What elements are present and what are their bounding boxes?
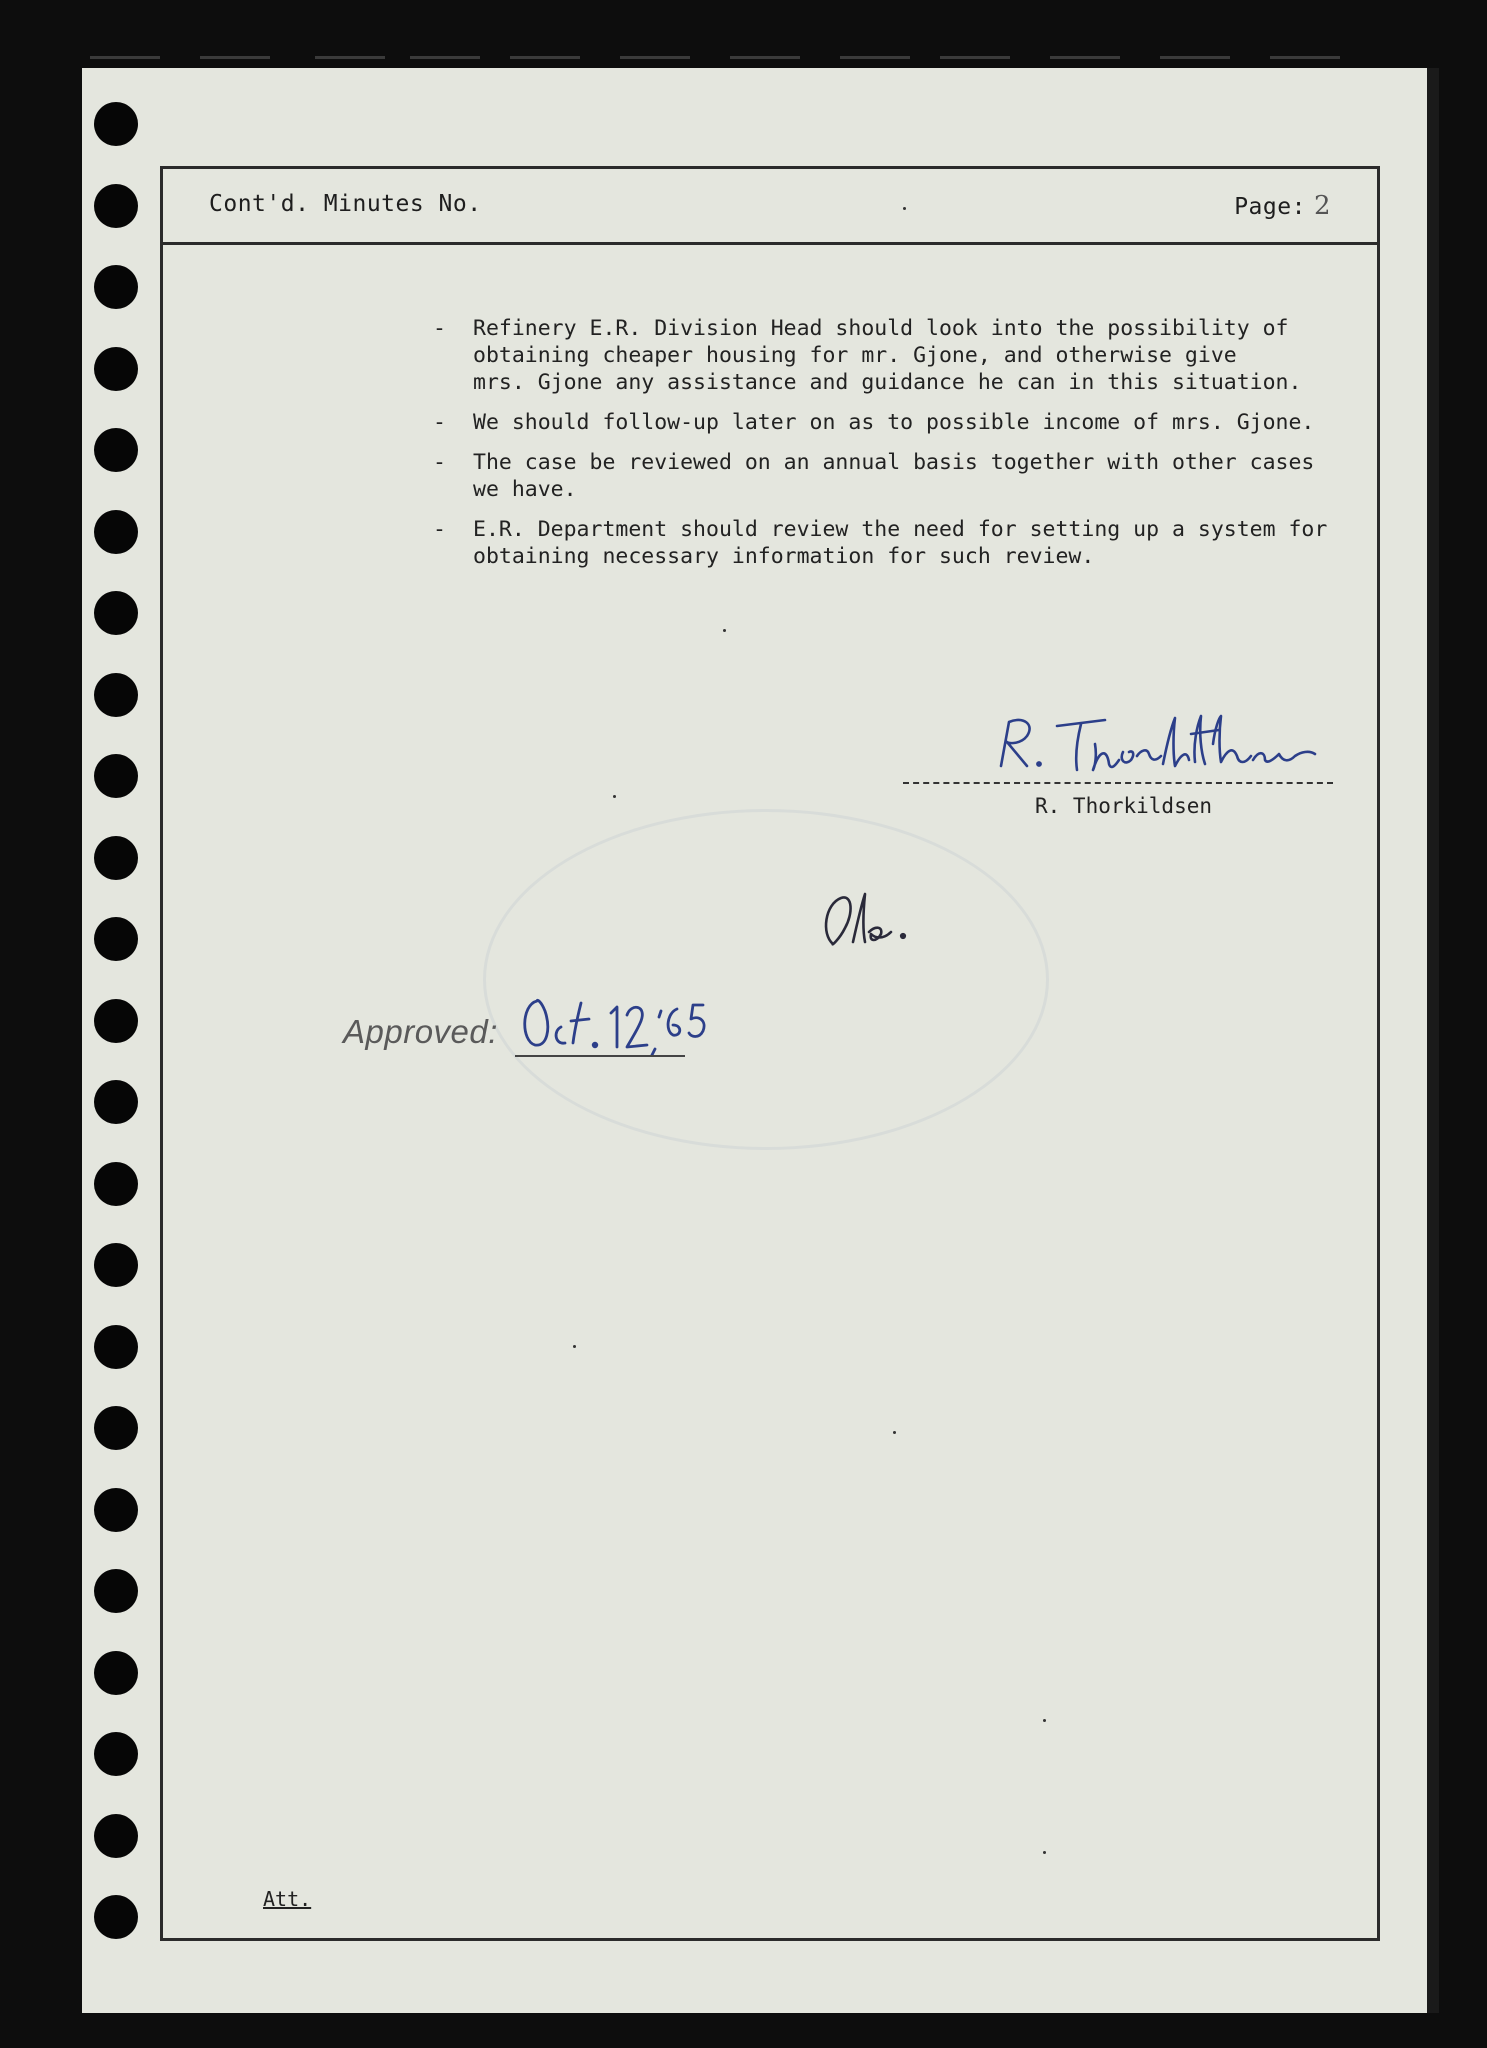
binder-hole	[94, 836, 138, 880]
binder-hole	[94, 510, 138, 554]
binder-hole	[94, 347, 138, 391]
faint-stamp	[483, 809, 1049, 1150]
list-item	[433, 409, 1353, 436]
paper-speck	[1043, 1851, 1046, 1854]
paper-speck	[903, 207, 906, 210]
binder-hole	[94, 1651, 138, 1695]
top-edge-marks	[90, 56, 1410, 64]
binder-holes	[94, 102, 140, 1952]
page-label: Page:	[1234, 194, 1306, 220]
signatory-name: R. Thorkildsen	[1035, 794, 1213, 818]
approval-underline	[515, 1055, 685, 1057]
binder-hole	[94, 1325, 138, 1369]
binder-hole	[94, 754, 138, 798]
binder-hole	[94, 591, 138, 635]
list-item	[433, 315, 1353, 396]
binder-hole	[94, 917, 138, 961]
paper-speck	[1043, 1719, 1046, 1722]
approved-stamp-label: Approved:	[343, 1013, 498, 1050]
minutes-items	[433, 315, 1353, 583]
binder-hole	[94, 1488, 138, 1532]
item-dash: -	[433, 517, 446, 542]
binder-hole	[94, 428, 138, 472]
binder-hole	[94, 1814, 138, 1858]
binder-hole	[94, 1080, 138, 1124]
minutes-frame	[160, 166, 1380, 1941]
handwritten-signature	[983, 704, 1323, 784]
item-text: We should follow-up later on as to possible income of mrs. Gjone.	[473, 410, 1315, 435]
binder-hole	[94, 1243, 138, 1287]
attachment-label: Att.	[263, 1887, 312, 1911]
binder-hole	[94, 673, 138, 717]
item-text: The case be reviewed on an annual basis together with other cases we have.	[473, 450, 1315, 502]
page-indicator	[1234, 191, 1331, 221]
signature-block	[903, 704, 1363, 818]
minutes-header	[163, 169, 1377, 245]
handwritten-initials	[813, 884, 913, 954]
paper-speck	[723, 629, 726, 632]
item-text: Refinery E.R. Division Head should look into the possibility of obtaining cheaper housing for mr. Gjone, and otherwise give mrs. Gjone any assistance and guidance he can in this situation.	[473, 316, 1302, 395]
binder-hole	[94, 1895, 138, 1939]
binder-hole	[94, 1162, 138, 1206]
minutes-number-label: Cont'd. Minutes No.	[209, 191, 482, 217]
page-number: 2	[1313, 191, 1331, 221]
binder-hole	[94, 1732, 138, 1776]
list-item	[433, 516, 1353, 570]
handwritten-approval-date	[515, 991, 715, 1055]
binder-hole	[94, 1569, 138, 1613]
paper-speck	[573, 1345, 576, 1348]
binder-hole	[94, 184, 138, 228]
paper-speck	[613, 795, 616, 798]
paper-speck	[893, 1431, 896, 1434]
signature-line	[903, 782, 1333, 784]
page-edge	[1427, 68, 1439, 2013]
binder-hole	[94, 102, 138, 146]
list-item	[433, 449, 1353, 503]
binder-hole	[94, 999, 138, 1043]
item-dash: -	[433, 316, 446, 341]
item-text: E.R. Department should review the need for setting up a system for obtaining necessary information for such review.	[473, 517, 1328, 569]
binder-hole	[94, 265, 138, 309]
binder-hole	[94, 1406, 138, 1450]
item-dash: -	[433, 410, 446, 435]
item-dash: -	[433, 450, 446, 475]
